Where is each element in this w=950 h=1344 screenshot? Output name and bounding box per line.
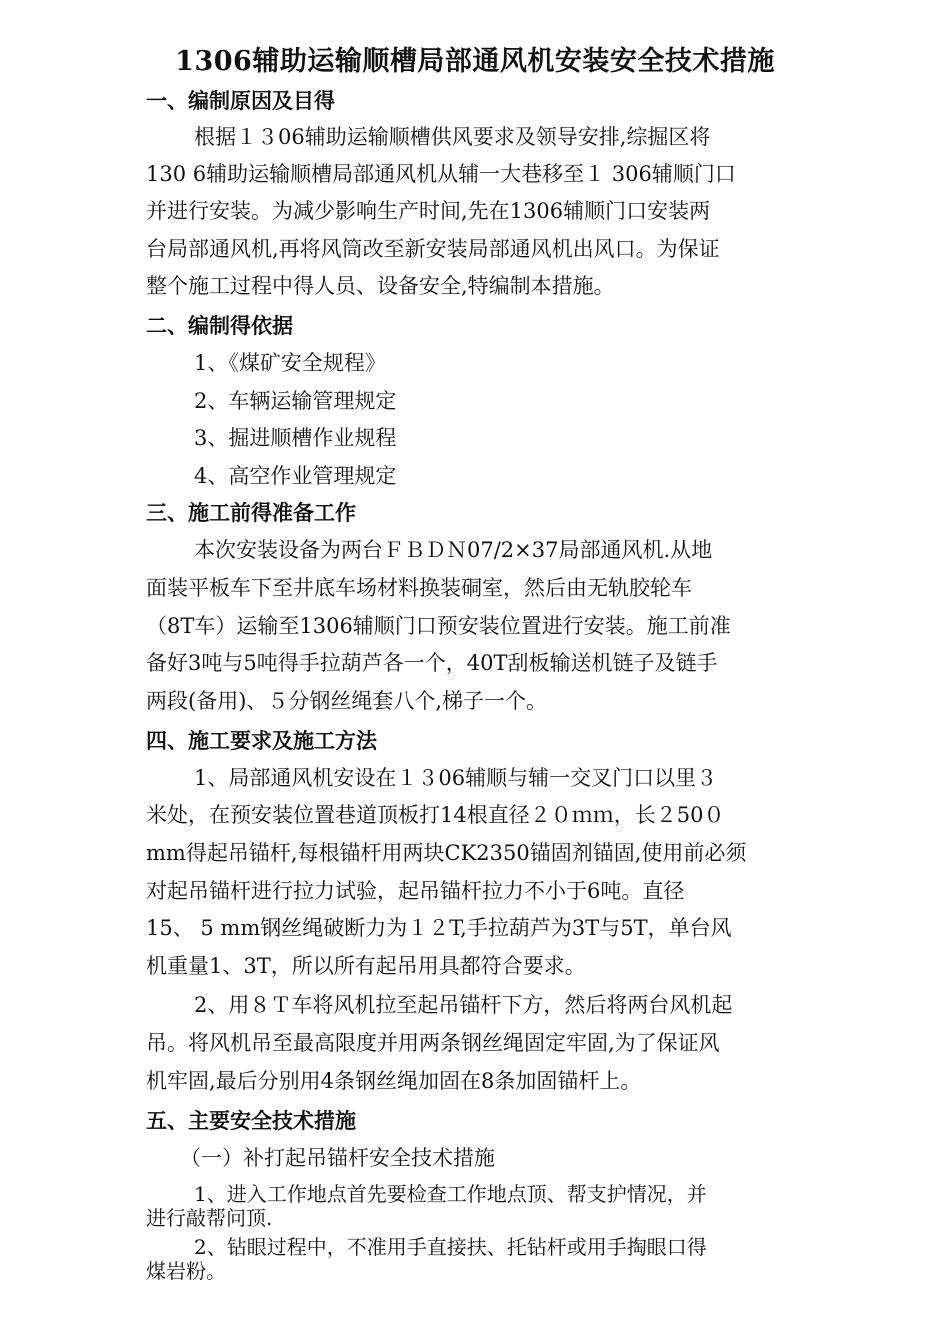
list-item: 3、掘进顺槽作业规程 [194, 426, 397, 450]
paragraph-line: （8T车）运输至1306辅顺门口预安装位置进行安装。施工前准 [146, 614, 731, 638]
section-heading-4: 四、施工要求及施工方法 [146, 728, 377, 753]
paragraph-line: 米处，在预安装位置巷道顶板打14根直径２０ｍｍ，长２50０ [146, 803, 725, 827]
list-item: 4、高空作业管理规定 [194, 464, 397, 488]
paragraph-line: mm得起吊锚杆,每根锚杆用两块CK2350锚固剂锚固,使用前必须 [146, 841, 747, 865]
paragraph-line: 并进行安装。为减少影响生产时间,先在1306辅顺门口安装两 [146, 199, 711, 223]
paragraph-line: 2、钻眼过程中，不准用手直接扶、托钻杆或用手掏眼口得 [194, 1235, 707, 1259]
subsection-heading: （一）补打起吊锚杆安全技术措施 [180, 1146, 495, 1170]
paragraph-line: 机牢固,最后分别用4条钢丝绳加固在8条加固锚杆上。 [146, 1069, 642, 1093]
paragraph-line: 台局部通风机,再将风筒改至新安装局部通风机出风口。为保证 [146, 237, 720, 261]
paragraph-line: 15、 5 mm钢丝绳破断力为１２T,手拉葫芦为3T与5T，单台风 [146, 916, 732, 940]
paragraph-line: 两段(备用)、５分钢丝绳套八个,梯子一个。 [146, 689, 548, 713]
paragraph-line: 1、局部通风机安设在１３06辅顺与辅一交叉门口以里３ [194, 766, 718, 790]
paragraph-line: 煤岩粉。 [146, 1259, 226, 1283]
paragraph-line: 备好3吨与5吨得手拉葫芦各一个，40T刮板输送机链子及链手 [146, 651, 718, 675]
paragraph-line: 面装平板车下至井底车场材料换装硐室，然后由无轨胶轮车 [146, 576, 692, 600]
section-heading-3: 三、施工前得准备工作 [146, 500, 356, 525]
paragraph-line: 1、进入工作地点首先要检查工作地点顶、帮支护情况，并 [194, 1182, 707, 1206]
document-title: 1306辅助运输顺槽局部通风机安装安全技术措施 [175, 46, 775, 77]
paragraph-line: 吊。将风机吊至最高限度并用两条钢丝绳固定牢固,为了保证风 [146, 1031, 720, 1055]
section-heading-5: 五、主要安全技术措施 [146, 1108, 356, 1133]
list-item: 2、车辆运输管理规定 [194, 389, 397, 413]
paragraph-line: 130 6辅助运输顺槽局部通风机从辅一大巷移至１ 306辅顺门口 [146, 162, 736, 186]
paragraph-line: 进行敲帮问顶. [146, 1206, 273, 1230]
paragraph-line: 对起吊锚杆进行拉力试验，起吊锚杆拉力不小于6吨。直径 [146, 879, 685, 903]
paragraph-line: 整个施工过程中得人员、设备安全,特编制本措施。 [146, 274, 615, 298]
section-heading-1: 一、编制原因及目得 [146, 88, 335, 113]
list-item: 1、《煤矿安全规程》 [194, 351, 386, 375]
paragraph-line: 机重量1、3T，所以所有起吊用具都符合要求。 [146, 954, 586, 978]
section-heading-2: 二、编制得依据 [146, 313, 293, 338]
paragraph-line: 2、用８Ｔ车将风机拉至起吊锚杆下方，然后将两台风机起 [194, 993, 733, 1017]
paragraph-line: 本次安装设备为两台ＦＢＤＮ07/2×37局部通风机.从地 [194, 538, 713, 562]
paragraph-line: 根据１３06辅助运输顺槽供风要求及领导安排,综掘区将 [194, 125, 711, 149]
